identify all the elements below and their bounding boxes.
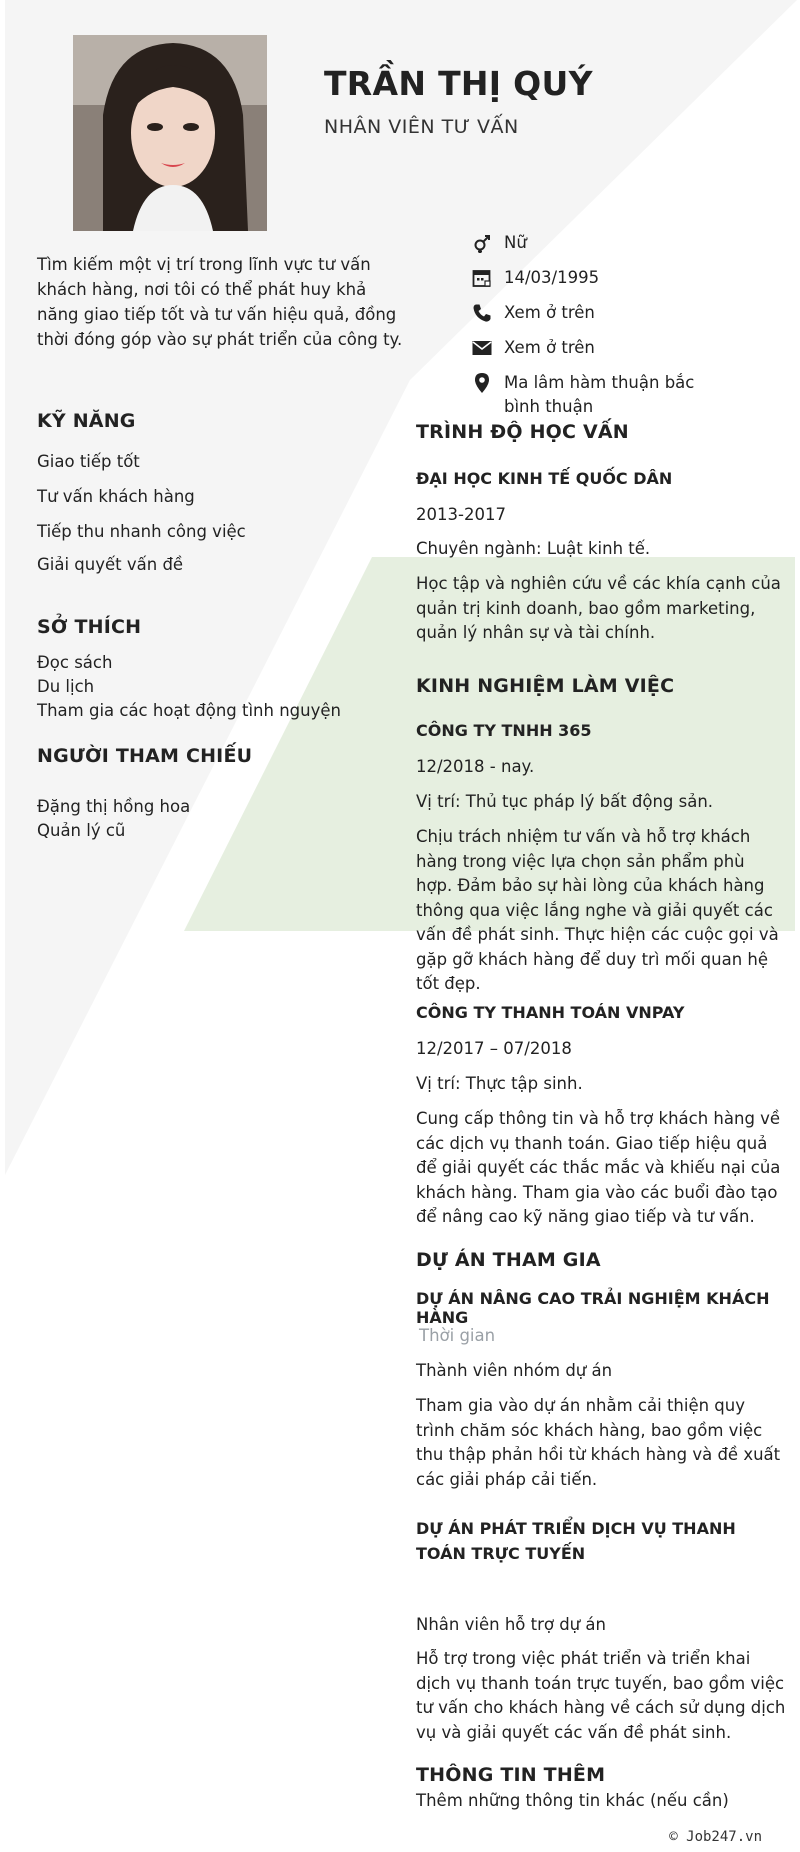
project-role: Thành viên nhóm dự án	[416, 1361, 613, 1380]
extra-info-heading: THÔNG TIN THÊM	[416, 1764, 606, 1786]
skills-list	[37, 452, 246, 588]
project-name: DỰ ÁN NÂNG CAO TRẢI NGHIỆM KHÁCH HÀNG	[416, 1289, 770, 1327]
project-role: Nhân viên hỗ trợ dự án	[416, 1615, 606, 1634]
gender-value: Nữ	[504, 233, 527, 252]
skill-item: Giao tiếp tốt	[37, 452, 140, 471]
contact-address	[470, 371, 780, 419]
phone-value: Xem ở trên	[504, 303, 595, 322]
education-heading: TRÌNH ĐỘ HỌC VẤN	[416, 421, 629, 443]
job-period: 12/2017 – 07/2018	[416, 1039, 572, 1058]
hobby-item: Tham gia các hoạt động tình nguyện	[37, 701, 341, 720]
contact-email	[470, 336, 780, 360]
education-major: Chuyên ngành: Luật kinh tế.	[416, 539, 651, 558]
reference-role: Quản lý cũ	[37, 821, 126, 840]
job-period: 12/2018 - nay.	[416, 757, 535, 776]
education-description: Học tập và nghiên cứu về các khía cạnh của quản trị kinh doanh, bao gồm marketing, quản lý nhân sự và tài chính.	[416, 574, 781, 642]
location-pin-icon	[470, 371, 494, 395]
reference-entry	[37, 795, 190, 843]
job-position: Vị trí: Thủ tục pháp lý bất động sản.	[416, 792, 714, 811]
email-value: Xem ở trên	[504, 338, 595, 357]
project-description: Hỗ trợ trong việc phát triển và triển khai dịch vụ thanh toán trực tuyến, bao gồm việc tư vấn cho khách hàng về cách sử dụng dịch vụ và giải quyết các vấn đề phát sinh.	[416, 1649, 786, 1742]
hobby-item: Du lịch	[37, 677, 95, 696]
projects-heading: DỰ ÁN THAM GIA	[416, 1249, 601, 1271]
phone-icon	[470, 301, 494, 325]
job-company: CÔNG TY THANH TOÁN VNPAY	[416, 1003, 685, 1022]
job-title: NHÂN VIÊN TƯ VẤN	[324, 116, 519, 138]
project-description: Tham gia vào dự án nhằm cải thiện quy trình chăm sóc khách hàng, bao gồm việc thu thập phản hồi từ khách hàng và đề xuất các giải pháp cải tiến.	[416, 1396, 781, 1489]
skill-item: Giải quyết vấn đề	[37, 555, 184, 574]
contact-phone	[470, 301, 780, 325]
career-objective: Tìm kiếm một vị trí trong lĩnh vực tư vấn khách hàng, nơi tôi có thể phát huy khả năng giao tiếp tốt và tư vấn hiệu quả, đồng thời đóng góp vào sự phát triển của công ty.	[37, 255, 403, 349]
gender-icon	[470, 231, 494, 255]
contact-info	[470, 231, 780, 430]
job-company: CÔNG TY TNHH 365	[416, 721, 592, 740]
job-description: Chịu trách nhiệm tư vấn và hỗ trợ khách hàng trong việc lựa chọn sản phẩm phù hợp. Đảm bảo sự hài lòng của khách hàng thông qua việc lắng nghe và giải quyết các vấn đề phát sinh. Thực hiện các cuộc gọi và gặp gỡ khách hàng để duy trì mối quan hệ tốt đẹp.	[416, 827, 779, 993]
skills-heading: KỸ NĂNG	[37, 410, 136, 432]
calendar-icon	[470, 266, 494, 290]
address-value: Ma lâm hàm thuận bắc bình thuận	[504, 373, 695, 416]
profile-photo	[73, 35, 267, 231]
experience-heading: KINH NGHIỆM LÀM VIỆC	[416, 675, 675, 697]
education-years: 2013-2017	[416, 505, 506, 524]
project-name: DỰ ÁN PHÁT TRIỂN DỊCH VỤ THANH TOÁN TRỰC TUYẾN	[416, 1519, 736, 1563]
hobby-item: Đọc sách	[37, 653, 113, 672]
contact-birthday	[470, 266, 780, 290]
reference-name: Đặng thị hồng hoa	[37, 797, 191, 816]
email-icon	[470, 336, 494, 360]
project-time: Thời gian	[419, 1326, 496, 1345]
job-description: Cung cấp thông tin và hỗ trợ khách hàng về các dịch vụ thanh toán. Giao tiếp hiệu quả để giải quyết các thắc mắc và khiếu nại của khách hàng. Tham gia vào các buổi đào tạo để nâng cao kỹ năng giao tiếp và tư vấn.	[416, 1109, 781, 1226]
skill-item: Tư vấn khách hàng	[37, 487, 195, 506]
hobbies-heading: SỞ THÍCH	[37, 616, 142, 638]
birthday-value: 14/03/1995	[504, 268, 600, 287]
footer-watermark: © Job247.vn	[669, 1829, 762, 1845]
extra-info-text: Thêm những thông tin khác (nếu cần)	[416, 1791, 729, 1810]
education-school: ĐẠI HỌC KINH TẾ QUỐC DÂN	[416, 469, 673, 488]
candidate-name: TRẦN THỊ QUÝ	[324, 64, 593, 103]
references-heading: NGƯỜI THAM CHIẾU	[37, 745, 253, 767]
hobbies-list	[37, 651, 341, 723]
job-position: Vị trí: Thực tập sinh.	[416, 1074, 583, 1093]
skill-item: Tiếp thu nhanh công việc	[37, 522, 246, 541]
contact-gender	[470, 231, 780, 255]
